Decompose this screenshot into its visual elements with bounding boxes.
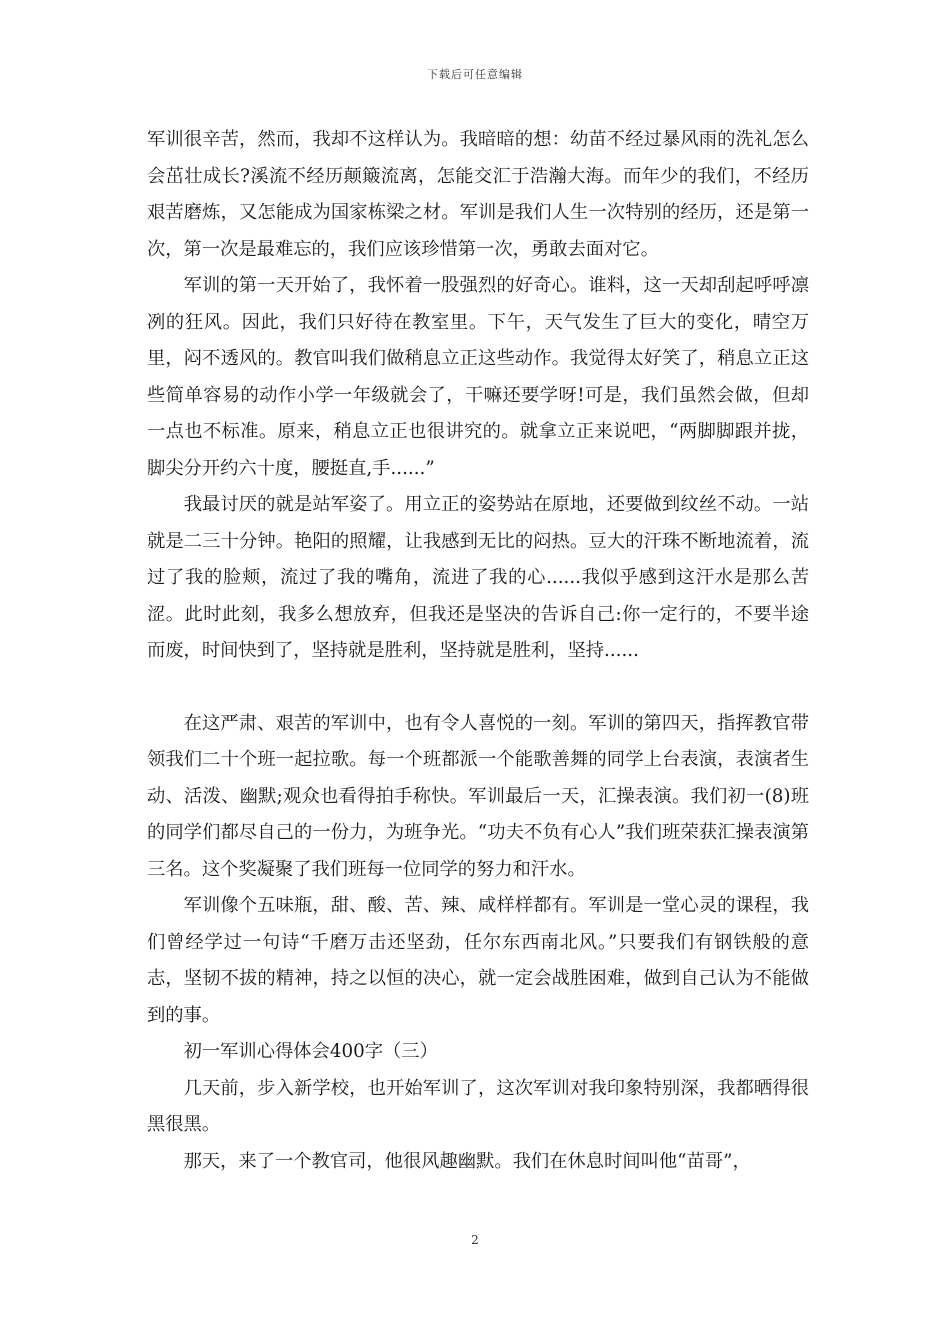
paragraph-4: 在这严肃、艰苦的军训中，也有令人喜悦的一刻。军训的第四天，指挥教官带领我们二十个班一起拉歌。每一个班都派一个能歌善舞的同学上台表演，表演者生动、活泼、幽默;观众也看得拍手称快。军训最后一天，汇操表演。我们初一(8)班的同学们都尽自己的一份力，为班争光。“功夫不负有心人”我们班荣获汇操表演第三名。这个奖凝聚了我们班每一位同学的努力和汗水。 [147,712,809,880]
header-note: 下载后可任意编辑 [427,68,523,81]
paragraph-3: 我最讨厌的就是站军姿了。用立正的姿势站在原地，还要做到纹丝不动。一站就是二三十分钟。艳阳的照耀，让我感到无比的闷热。豆大的汗珠不断地流着，流过了我的脸颊，流过了我的嘴角，流进了我的心......我似乎感到这汗水是那么苦涩。此时此刻，我多么想放弃，但我还是坚决的告诉自己:你一定行的，不要半途而废，时间快到了，坚持就是胜利，坚持就是胜利，坚持...... [147,494,809,661]
section-heading: 初一军训心得体会400字（三） [183,1041,438,1062]
paragraph-7: 那天，来了一个教官司，他很风趣幽默。我们在休息时间叫他“苗哥”， [183,1150,751,1172]
paragraph-1: 军训很辛苦，然而，我却不这样认为。我暗暗的想：幼苗不经过暴风雨的洗礼怎么会茁壮成长?溪流不经历颠簸流离，怎能交汇于浩瀚大海。而年少的我们，不经历艰苦磨炼，又怎能成为国家栋梁之材。军训是我们人生一次特别的经历，还是第一次，第一次是最难忘的，我们应该珍惜第一次，勇敢去面对它。 [147,129,809,260]
document-body [147,122,809,1180]
page-number: 2 [471,1233,479,1247]
paragraph-2: 军训的第一天开始了，我怀着一股强烈的好奇心。谁料，这一天却刮起呼呼凛冽的狂风。因此，我们只好待在教室里。下午，天气发生了巨大的变化，晴空万里，闷不透风的。教官叫我们做稍息立正这些动作。我觉得太好笑了，稍息立正这些简单容易的动作小学一年级就会了，干嘛还要学呀!可是，我们虽然会做，但却一点也不标准。原来，稍息立正也很讲究的。就拿立正来说吧，“两脚脚跟并拢，脚尖分开约六十度，腰挺直,手......” [147,275,809,479]
paragraph-6: 几天前，步入新学校，也开始军训了，这次军训对我印象特别深，我都晒得很黑很黑。 [147,1077,809,1135]
paragraph-5: 军训像个五味瓶，甜、酸、苦、辣、咸样样都有。军训是一堂心灵的课程，我们曾经学过一句诗“千磨万击还坚劲，任尔东西南北风。”只要我们有钢铁般的意志，坚韧不拔的精神，持之以恒的决心，就一定会战胜困难，做到自己认为不能做到的事。 [147,895,809,1026]
